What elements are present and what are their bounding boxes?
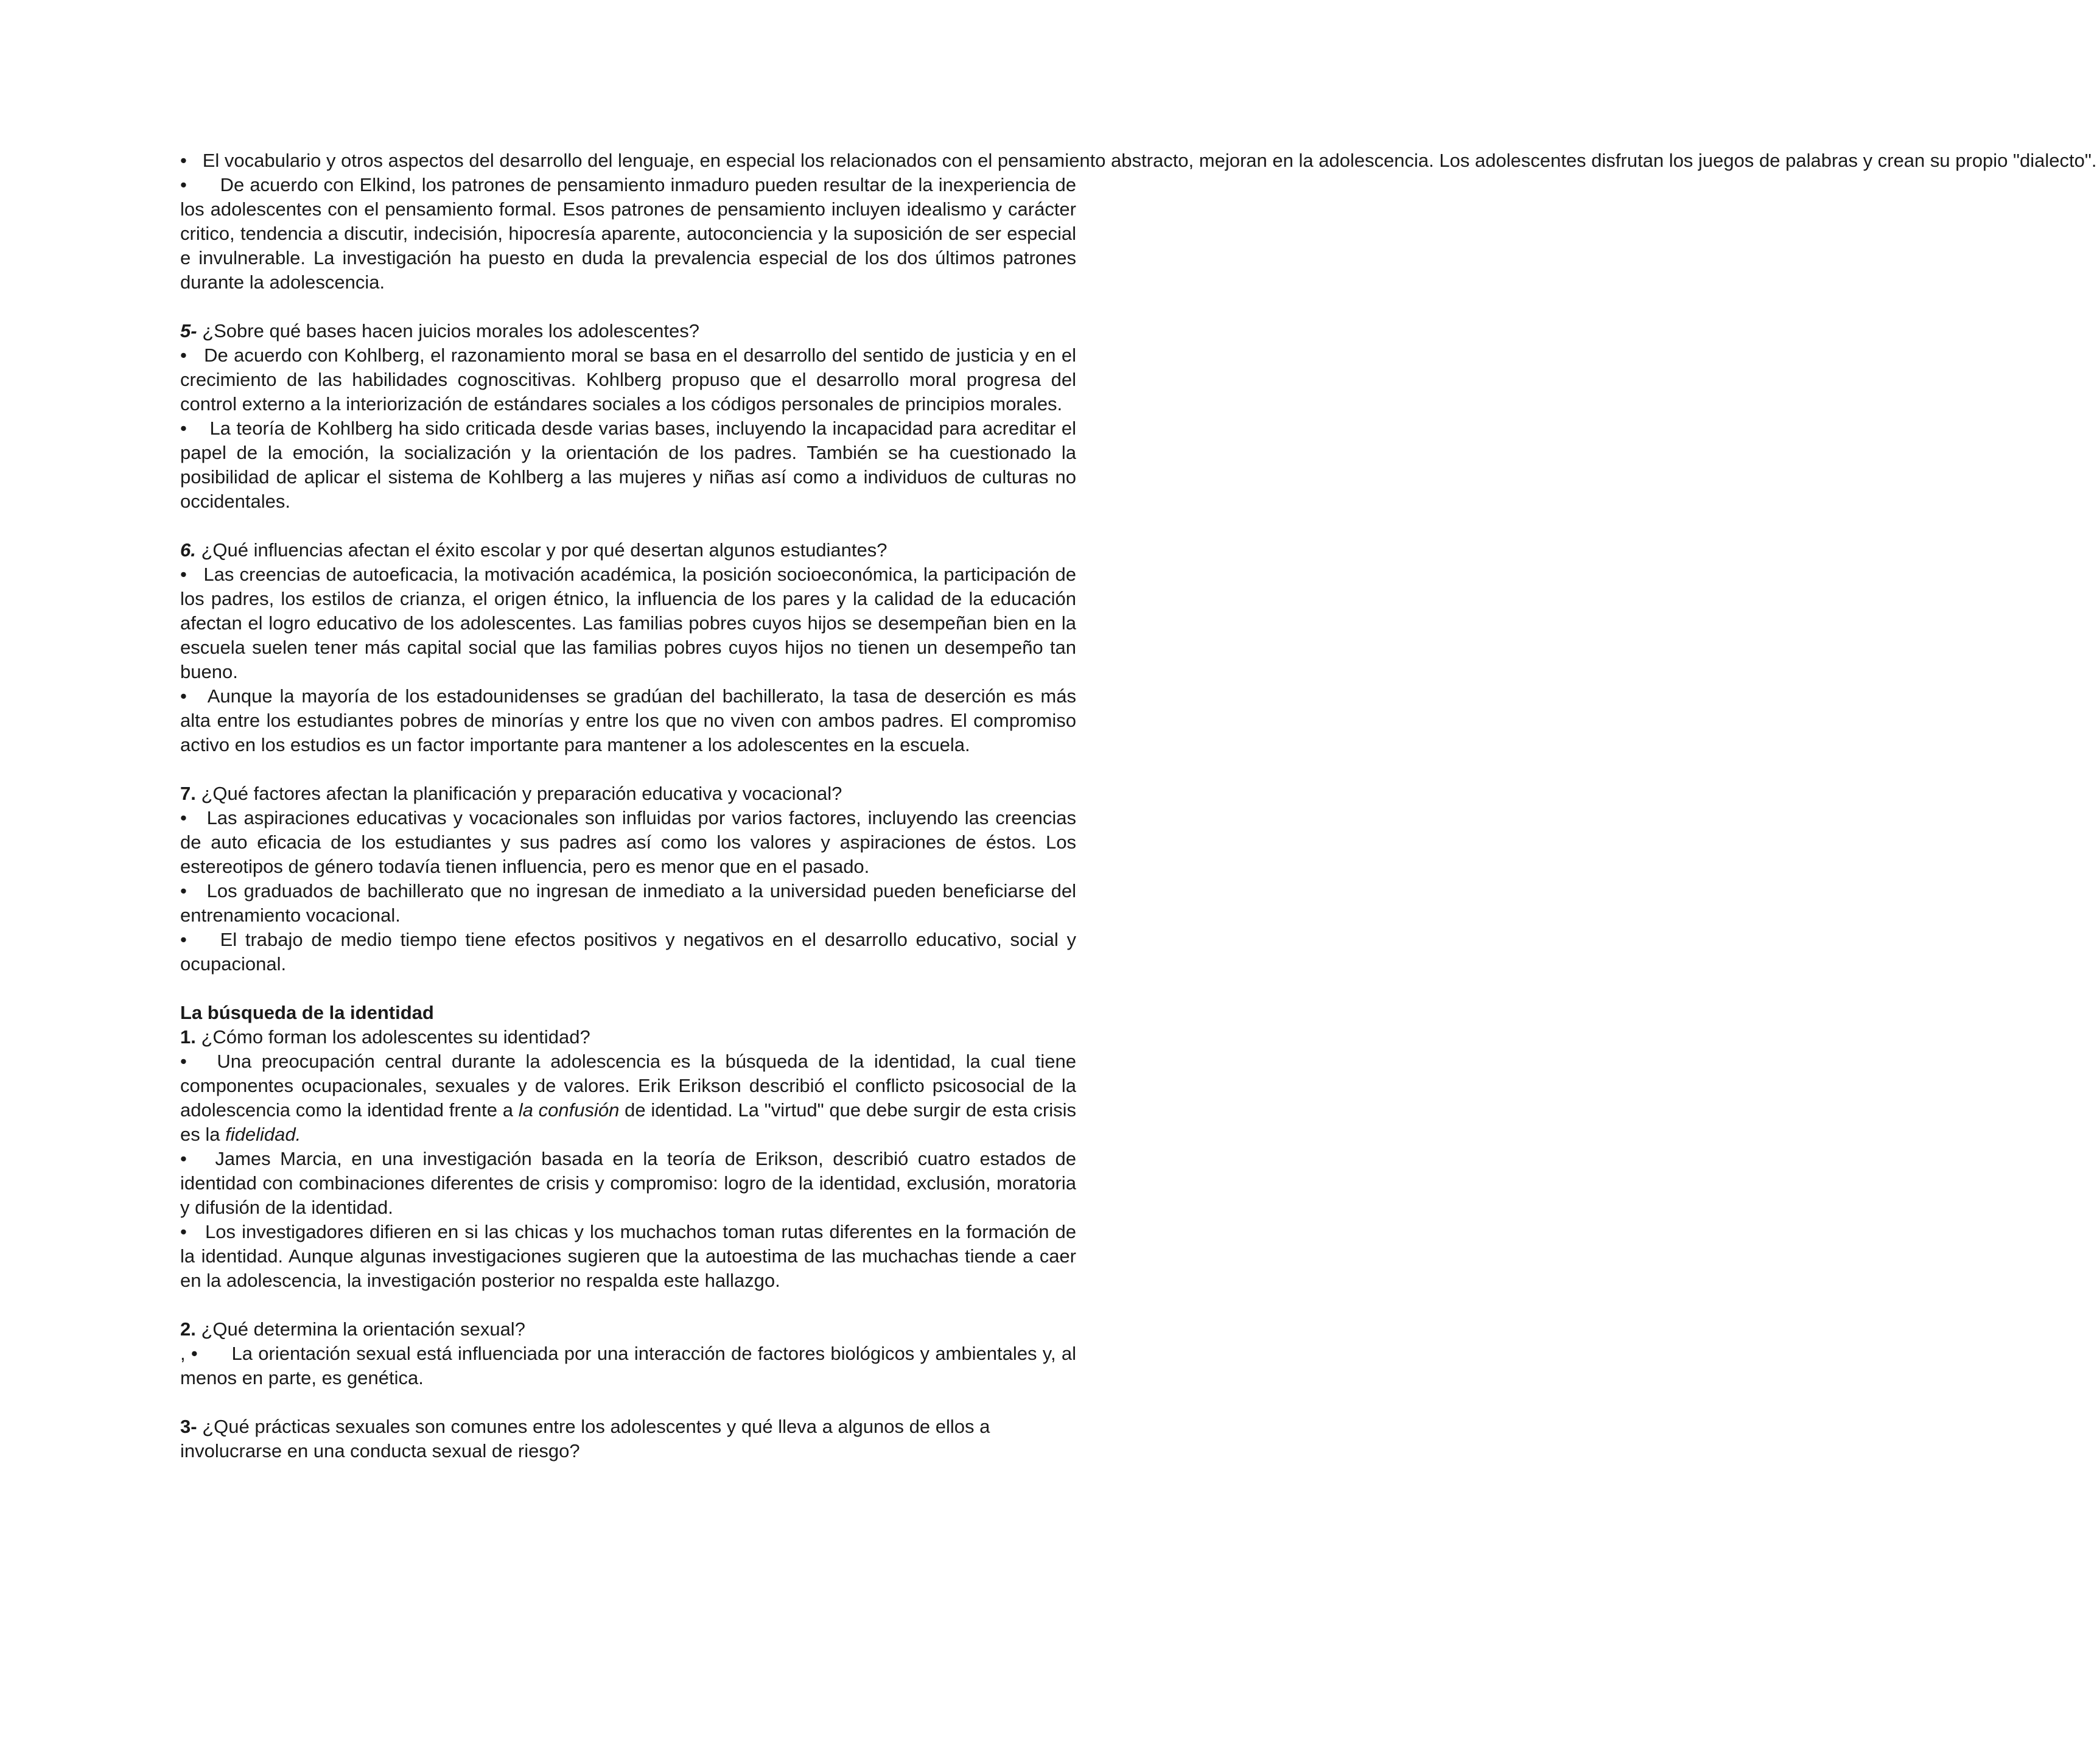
question-number: 5- [180, 320, 197, 341]
spacer [180, 1293, 1076, 1317]
question-number: 1. [180, 1026, 196, 1048]
spacer [180, 514, 1076, 538]
question-1 [180, 1025, 1076, 1049]
bullet-gender-identity: • Los investigadores difieren en si las chicas y los muchachos toman rutas diferentes en la formación de la identidad. Aunque algunas investigaciones sugieren que la autoestima de las muchachas tiende a caer en la adolescencia, la investigación posterior no respalda este hallazgo. [180, 1221, 1082, 1291]
bullet-language-development: • El vocabulario y otros aspectos del desarrollo del lenguaje, en especial los relacionados con el pensamiento abstracto, mejoran en la adolescencia. Los adolescentes disfrutan los juegos de palabras y crean su propio "dialecto". [180, 150, 2097, 171]
bullet-vocational-training: • Los graduados de bachillerato que no ingresan de inmediato a la universidad pueden beneficiarse del entrenamiento vocacional. [180, 880, 1082, 926]
question-text: ¿Sobre qué bases hacen juicios morales los adolescentes? [197, 320, 699, 341]
bullet-sexual-orientation: , • La orientación sexual está influenciada por una interacción de factores biológicos y ambientales y, al menos en parte, es genética. [180, 1343, 1082, 1388]
bullet-kohlberg-criticism: • La teoría de Kohlberg ha sido criticada desde varias bases, incluyendo la incapacidad para acreditar el papel de la emoción, la socialización y la orientación de los padres. También se ha cuestionado la posibilidad de aplicar el sistema de Kohlberg a las mujeres y niñas así como a individuos de culturas no occidentales. [180, 418, 1082, 512]
question-text: ¿Qué prácticas sexuales son comunes entre los adolescentes y qué lleva a algunos de ellos a involucrarse en una conducta sexual de riesgo? [180, 1416, 990, 1461]
spacer [180, 295, 1076, 319]
question-text: ¿Cómo forman los adolescentes su identidad? [195, 1026, 590, 1048]
question-5 [180, 319, 1076, 343]
section-heading: La búsqueda de la identidad [180, 1002, 434, 1023]
bullet-elkind-patterns: • De acuerdo con Elkind, los patrones de pensamiento inmaduro pueden resultar de la inexperiencia de los adolescentes con el pensamiento formal. Esos patrones de pensamiento incluyen idealismo y carácter critico, tendencia a discutir, indecisión, hipocresía aparente, autoconciencia y la suposición de ser especial e invulnerable. La investigación ha puesto en duda la prevalencia especial de los dos últimos patrones durante la adolescencia. [180, 174, 1082, 293]
question-number: 3- [180, 1416, 197, 1437]
question-3 [180, 1415, 1076, 1463]
question-2 [180, 1317, 1076, 1342]
bullet-identity-search: • Una preocupación central durante la adolescencia es la búsqueda de la identidad, la cual tiene componentes ocupacionales, sexuales y de valores. Erik Erikson describió el conflicto psicosocial de la adolescencia como la identidad frente a la confusión de identidad. La "virtud" que debe surgir de esta crisis es la fidelidad. [180, 1051, 1082, 1145]
bullet-kohlberg-reasoning: • De acuerdo con Kohlberg, el razonamiento moral se basa en el desarrollo del sentido de justicia y en el crecimiento de las habilidades cognoscitivas. Kohlberg propuso que el desarrollo moral progresa del control externo a la interiorización de estándares sociales a los códigos personales de principios morales. [180, 345, 1082, 415]
bullet-marcia-states: • James Marcia, en una investigación basada en la teoría de Erikson, describió cuatro estados de identidad con combinaciones diferentes de crisis y compromiso: logro de la identidad, exclusión, moratoria y difusión de la identidad. [180, 1148, 1082, 1218]
bullet-school-success: • Las creencias de autoeficacia, la motivación académica, la posición socioeconómica, la participación de los padres, los estilos de crianza, el origen étnico, la influencia de los pares y la calidad de la educación afectan el logro educativo de los adolescentes. Las familias pobres cuyos hijos se desempeñan bien en la escuela suelen tener más capital social que las familias pobres cuyos hijos no tienen un desempeño tan bueno. [180, 564, 1082, 682]
question-6 [180, 538, 1076, 562]
question-number: 2. [180, 1318, 196, 1340]
bullet-part-time-work: • El trabajo de medio tiempo tiene efectos positivos y negativos en el desarrollo educativo, social y ocupacional. [180, 929, 1082, 975]
spacer [180, 1390, 1076, 1415]
question-number: 7. [180, 783, 196, 804]
bullet-dropout: • Aunque la mayoría de los estadounidenses se gradúan del bachillerato, la tasa de deserción es más alta entre los estudiantes pobres de minorías y entre los que no viven con ambos padres. El compromiso activo en los estudios es un factor importante para mantener a los adolescentes en la escuela. [180, 685, 1082, 755]
question-text: ¿Qué determina la orientación sexual? [195, 1318, 525, 1340]
document-page [180, 149, 2097, 1463]
question-7 [180, 782, 1076, 806]
spacer [180, 976, 1076, 1001]
spacer [180, 757, 1076, 782]
question-text: ¿Qué factores afectan la planificación y preparación educativa y vocacional? [195, 783, 842, 804]
question-text: ¿Qué influencias afectan el éxito escolar y por qué desertan algunos estudiantes? [195, 539, 887, 561]
bullet-aspirations: • Las aspiraciones educativas y vocacionales son influidas por varios factores, incluyendo las creencias de auto eficacia de los estudiantes y sus padres así como los valores y aspiraciones de éstos. Los estereotipos de género todavía tienen influencia, pero es menor que en el pasado. [180, 807, 1082, 877]
question-number: 6. [180, 539, 196, 561]
